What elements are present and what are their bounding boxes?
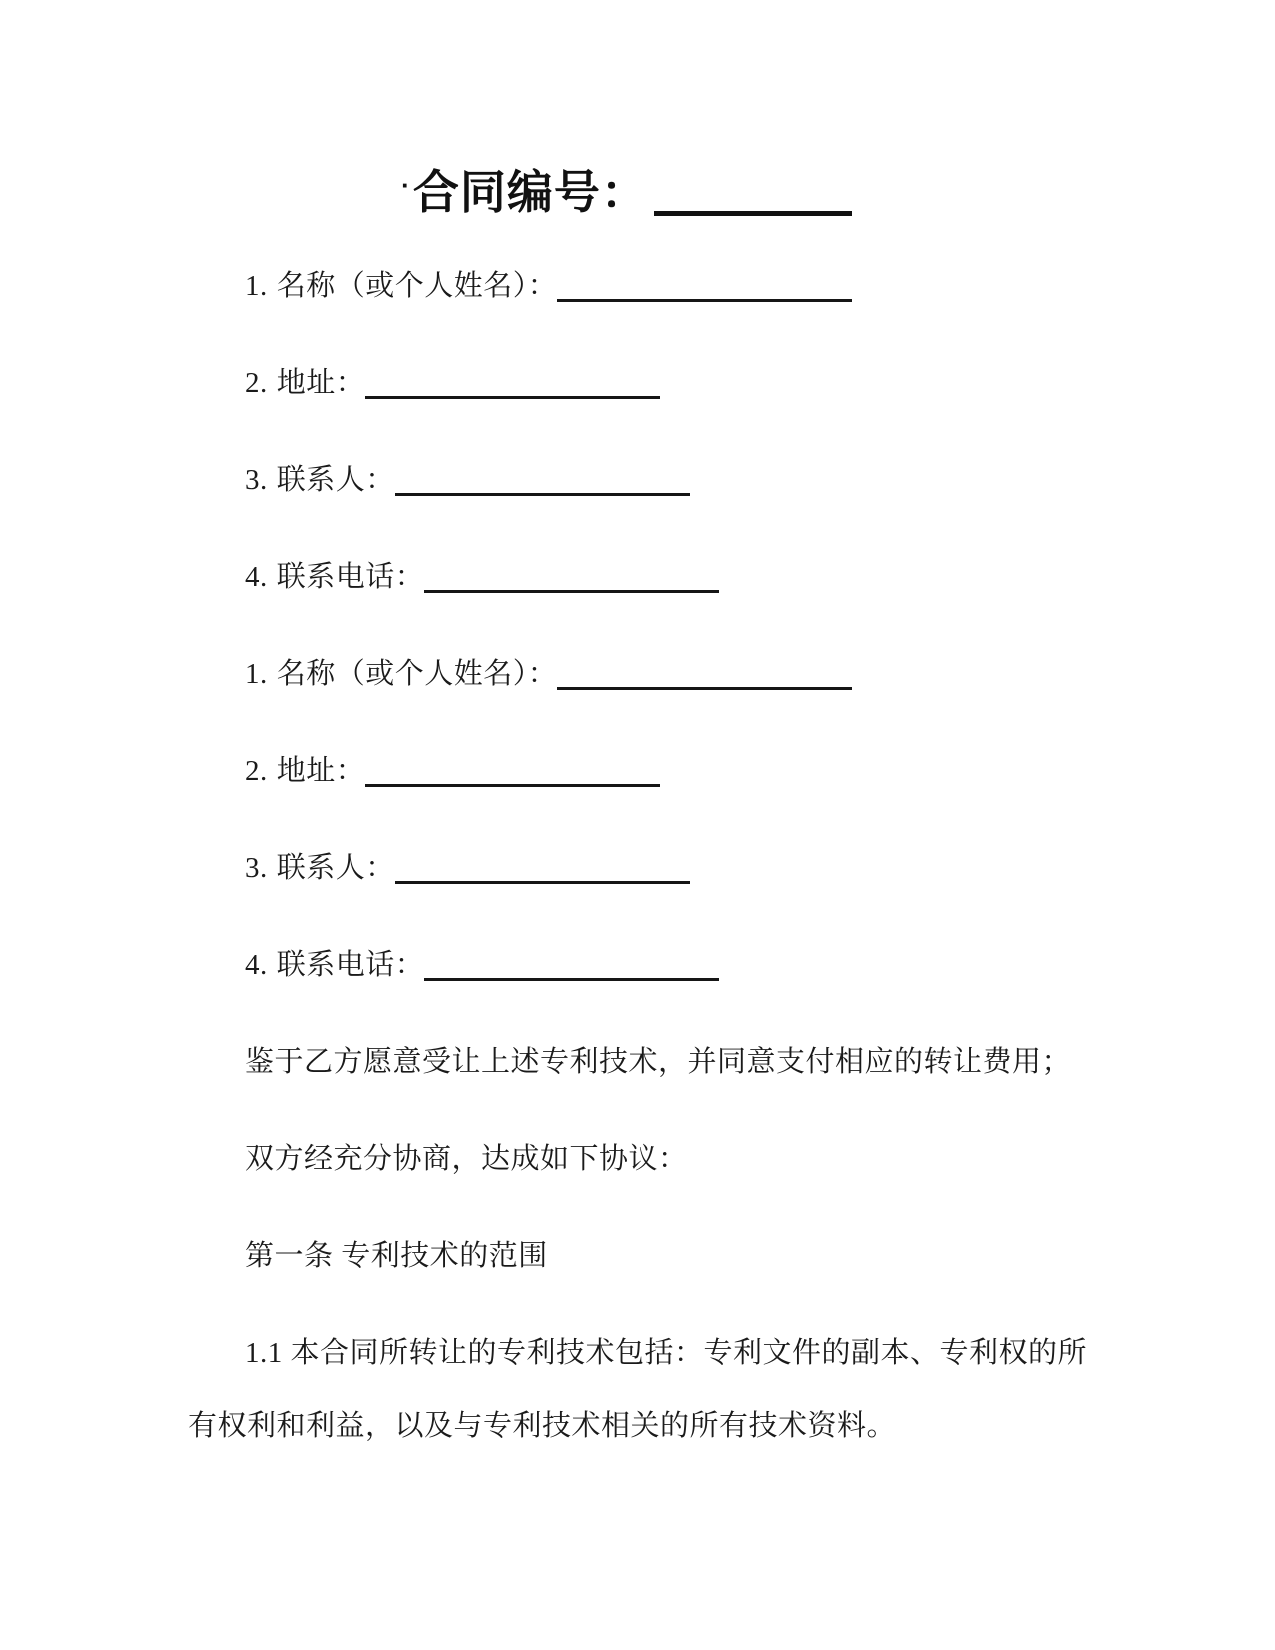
field-row-party-a-phone bbox=[188, 541, 1105, 614]
field-label: 名称（或个人姓名）： bbox=[276, 658, 558, 690]
field-row-party-b-address bbox=[188, 735, 1105, 808]
field-number: 3. bbox=[245, 852, 268, 884]
field-number: 1. bbox=[245, 658, 268, 690]
field-blank-party-a-name[interactable] bbox=[557, 272, 852, 302]
field-blank-party-a-phone[interactable] bbox=[424, 563, 719, 593]
field-blank-party-b-name[interactable] bbox=[557, 660, 852, 690]
field-row-party-a-name bbox=[188, 250, 1105, 323]
field-row-party-b-name bbox=[188, 638, 1105, 711]
field-blank-party-b-phone[interactable] bbox=[424, 951, 719, 981]
recital-paragraph-agreement: 双方经充分协商，达成如下协议： bbox=[245, 1143, 688, 1175]
field-label: 联系人： bbox=[276, 464, 395, 496]
contract-number-label: 合同编号： bbox=[412, 166, 648, 218]
field-number: 2. bbox=[245, 755, 268, 787]
field-row-party-a-address bbox=[188, 347, 1105, 420]
page-title bbox=[188, 150, 1105, 227]
contract-number-blank[interactable] bbox=[654, 176, 852, 216]
field-blank-party-a-address[interactable] bbox=[365, 369, 660, 399]
field-label: 名称（或个人姓名）： bbox=[276, 270, 558, 302]
field-number: 3. bbox=[245, 464, 268, 496]
field-blank-party-a-contact[interactable] bbox=[395, 466, 690, 496]
field-label: 地址： bbox=[276, 367, 366, 399]
article-1-heading: 第一条 专利技术的范围 bbox=[245, 1240, 548, 1272]
field-label: 联系电话： bbox=[276, 949, 425, 981]
field-label: 联系人： bbox=[276, 852, 395, 884]
field-row-party-b-contact bbox=[188, 832, 1105, 905]
field-number: 2. bbox=[245, 367, 268, 399]
field-label: 地址： bbox=[276, 755, 366, 787]
field-row-party-b-phone bbox=[188, 929, 1105, 1002]
field-blank-party-b-address[interactable] bbox=[365, 757, 660, 787]
field-number: 4. bbox=[245, 949, 268, 981]
title-leading-dot: · bbox=[401, 170, 411, 200]
field-row-party-a-contact bbox=[188, 444, 1105, 517]
clause-1-1-text: 1.1 本合同所转让的专利技术包括：专利文件的副本、专利权的所有权利和利益，以及与专利技术相关的所有技术资料。 bbox=[188, 1337, 1088, 1442]
recital-paragraph-consideration: 鉴于乙方愿意受让上述专利技术，并同意支付相应的转让费用； bbox=[245, 1046, 1072, 1078]
field-blank-party-b-contact[interactable] bbox=[395, 854, 690, 884]
field-number: 1. bbox=[245, 270, 268, 302]
field-number: 4. bbox=[245, 561, 268, 593]
field-label: 联系电话： bbox=[276, 561, 425, 593]
